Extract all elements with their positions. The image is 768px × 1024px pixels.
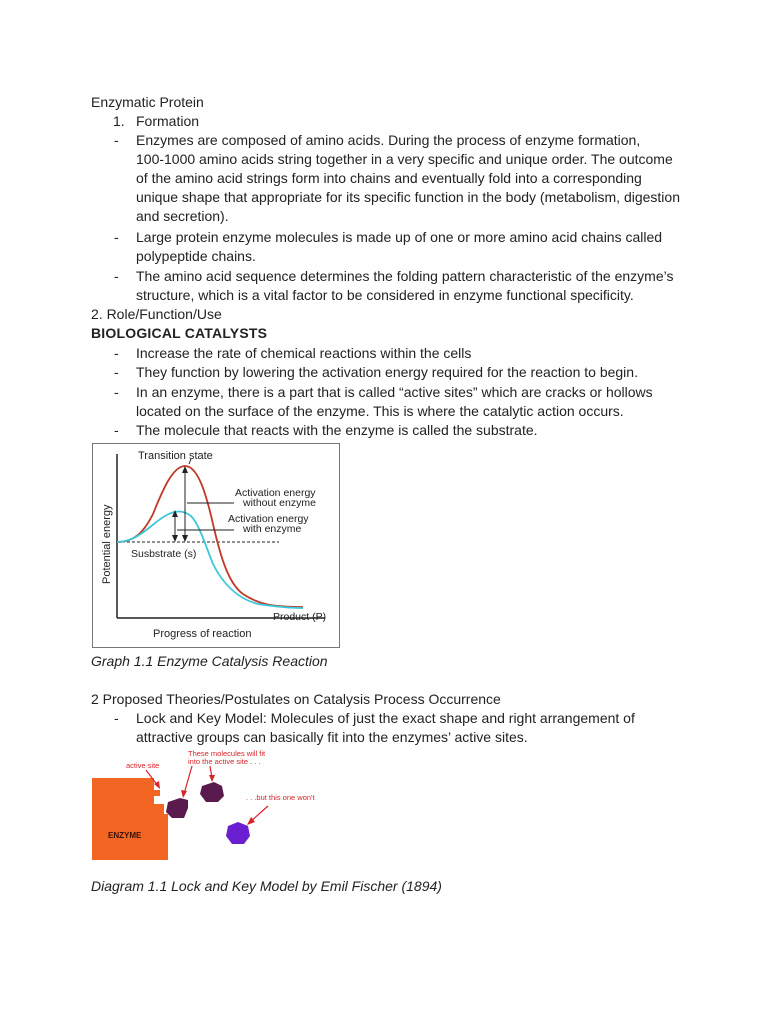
label-x-axis: Progress of reaction — [153, 628, 252, 640]
label-act-without-2: without enzyme — [243, 497, 316, 509]
s1-b2-line2: polypeptide chains. — [136, 248, 256, 264]
bullet-dash: - — [114, 268, 119, 284]
enzyme-label: ENZYME — [108, 831, 142, 840]
diagram-caption: Diagram 1.1 Lock and Key Model by Emil Fischer (1894) — [91, 878, 442, 894]
graph-svg — [93, 444, 339, 647]
bullet-dash: - — [114, 364, 119, 380]
enzyme-block — [92, 778, 168, 860]
s3-b1-line1: Lock and Key Model: Molecules of just the exact shape and right arrangement of — [136, 710, 635, 726]
section2-heading: 2. Role/Function/Use — [91, 306, 222, 322]
label-fit-2: into the active site . . . — [188, 757, 261, 766]
s2-b2-line1: They function by lowering the activation energy required for the reaction to begin. — [136, 364, 638, 380]
s1-b1-line1: Enzymes are composed of amino acids. During the process of enzyme formation, — [136, 132, 641, 148]
section1-number: 1. — [113, 113, 125, 129]
section1-heading: Formation — [136, 113, 200, 129]
fit-molecule-1 — [166, 798, 188, 818]
s2-b1-line1: Increase the rate of chemical reactions within the cells — [136, 345, 472, 361]
s1-b2-line1: Large protein enzyme molecules is made up of one or more amino acid chains called — [136, 229, 663, 245]
s2-b4-line1: The molecule that reacts with the enzyme is called the substrate. — [136, 422, 538, 438]
label-product: Product (P) — [273, 611, 327, 623]
label-act-with-1: Activation energy — [228, 513, 309, 525]
s3-b1-line2: attractive groups can basically fit into the enzymes’ active sites. — [136, 729, 528, 745]
s1-b1-line3: of the amino acid strings form into chains and eventually fold into a corresponding — [136, 170, 642, 186]
fit-arrow-1 — [184, 766, 192, 794]
graph-caption: Graph 1.1 Enzyme Catalysis Reaction — [91, 653, 328, 669]
enzyme-catalysis-graph — [92, 443, 340, 648]
bullet-dash: - — [114, 422, 119, 438]
arrow-head — [209, 775, 215, 782]
section3-heading: 2 Proposed Theories/Postulates on Catalysis Process Occurrence — [91, 691, 501, 707]
arrow-head — [181, 790, 187, 798]
document-title: Enzymatic Protein — [91, 94, 204, 110]
bullet-dash: - — [114, 132, 119, 148]
bullet-dash: - — [114, 229, 119, 245]
s2-b3-line1: In an enzyme, there is a part that is called “active sites” which are cracks or hollows — [136, 384, 653, 400]
s1-b3-line1: The amino acid sequence determines the folding pattern characteristic of the enzyme’s — [136, 268, 674, 284]
label-active-site: active site — [126, 761, 160, 770]
arrow-head — [172, 535, 178, 542]
s1-b1-line2: 100-1000 amino acids string together in a very specific and unique order. The outcome — [136, 151, 673, 167]
fit-molecule-2 — [200, 782, 224, 802]
label-substrate: Susbstrate (s) — [131, 548, 197, 560]
label-y-axis: Potential energy — [101, 504, 113, 584]
bullet-dash: - — [114, 345, 119, 361]
s1-b1-line5: and secretion). — [136, 208, 229, 224]
wont-fit-molecule — [226, 822, 250, 844]
diagram-svg — [88, 748, 338, 866]
s2-b3-line2: located on the surface of the enzyme. This is where the catalytic action occurs. — [136, 403, 624, 419]
bullet-dash: - — [114, 384, 119, 400]
arrow-head — [182, 535, 188, 542]
label-act-with-2: with enzyme — [243, 523, 302, 535]
s1-b1-line4: unique shape that appropriate for its specific function in the body (metabolism, digestion — [136, 189, 680, 205]
label-act-without-1: Activation energy — [235, 487, 316, 499]
section2-subheading: BIOLOGICAL CATALYSTS — [91, 325, 268, 341]
s1-b3-line2: structure, which is a vital factor to be considered in enzyme functional specificity. — [136, 287, 634, 303]
label-wont-fit: . . .but this one won't — [246, 793, 315, 802]
label-fit-1: These molecules will fit — [188, 749, 266, 758]
bullet-dash: - — [114, 710, 119, 726]
lock-key-diagram — [88, 748, 338, 866]
label-transition-state: Transition state — [138, 450, 213, 462]
